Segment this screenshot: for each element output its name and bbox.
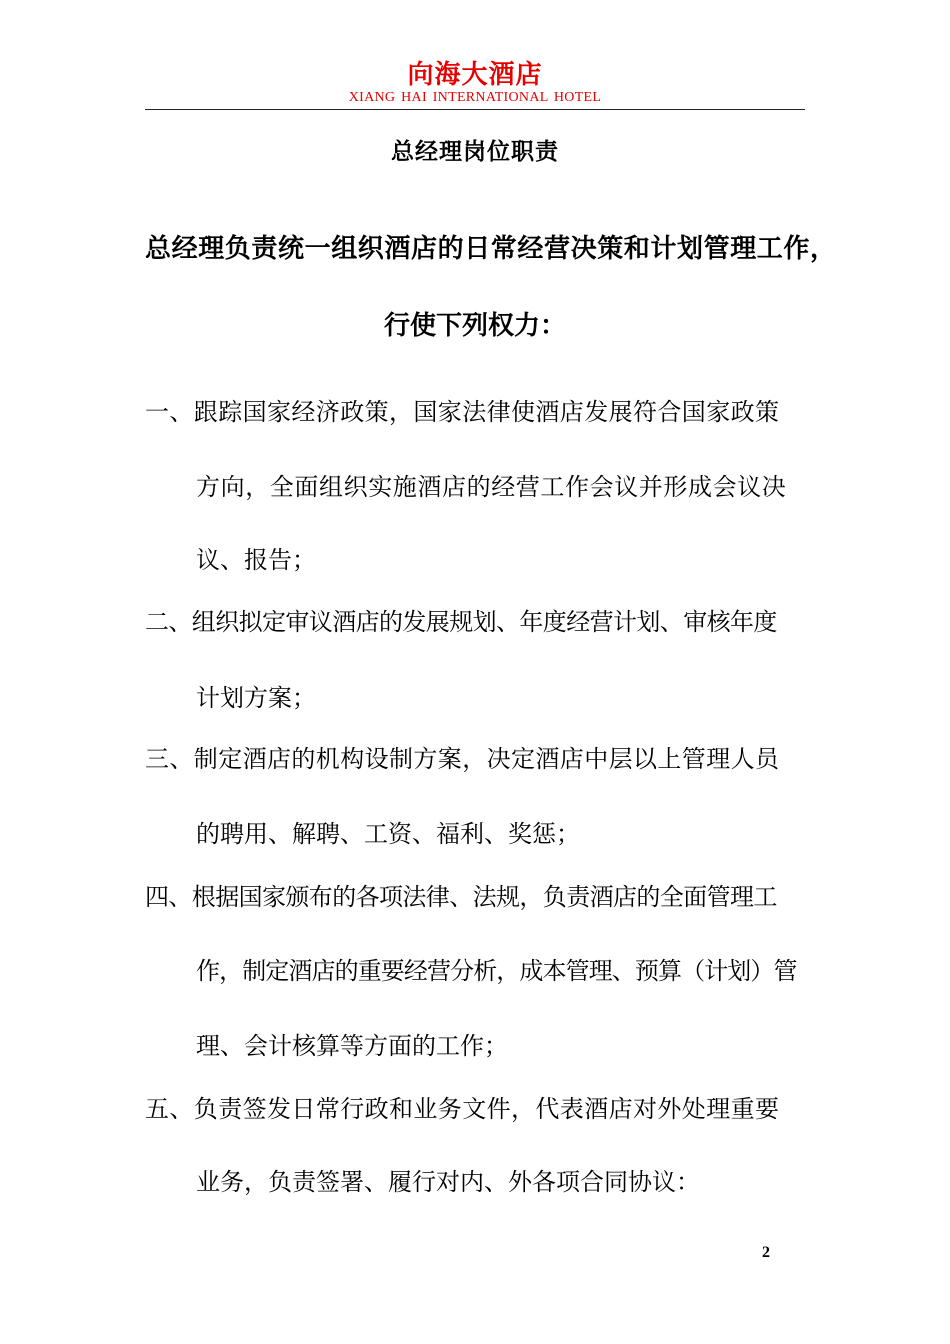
- list-item-line: 议、报告；: [196, 546, 316, 574]
- list-item-line: 计划方案；: [196, 684, 316, 712]
- list-item-line: 方向，全面组织实施酒店的经营工作会议并形成会议决: [196, 473, 787, 501]
- list-item-line: 的聘用、解聘、工资、福利、奖惩；: [196, 820, 580, 848]
- header-divider: [145, 109, 805, 110]
- list-item-line: 理、会计核算等方面的工作；: [196, 1032, 508, 1060]
- intro-line: 总经理负责统一组织酒店的日常经营决策和计划管理工作，: [145, 234, 837, 264]
- list-item-line: 四、根据国家颁布的各项法律、法规，负责酒店的全面管理工: [145, 883, 777, 911]
- list-item-line: 五、负责签发日常行政和业务文件，代表酒店对外处理重要: [145, 1095, 780, 1123]
- intro-line: 行使下列权力：: [383, 311, 566, 341]
- hotel-name-cn: 向海大酒店: [407, 60, 543, 90]
- list-item-line: 二、组织拟定审议酒店的发展规划、年度经营计划、审核年度: [145, 608, 777, 636]
- list-item-line: 业务，负责签署、履行对内、外各项合同协议：: [196, 1168, 700, 1196]
- list-item-line: 作，制定酒店的重要经营分析，成本管理、预算（计划）管: [196, 957, 797, 985]
- page-header: [145, 58, 805, 106]
- page-number: 2: [762, 1244, 770, 1261]
- list-item-line: 三、制定酒店的机构设制方案，决定酒店中层以上管理人员: [145, 745, 780, 773]
- hotel-name-en: XIANG HAI INTERNATIONAL HOTEL: [348, 90, 602, 105]
- document-title: 总经理岗位职责: [391, 139, 559, 165]
- list-item-line: 一、跟踪国家经济政策，国家法律使酒店发展符合国家政策: [145, 398, 780, 426]
